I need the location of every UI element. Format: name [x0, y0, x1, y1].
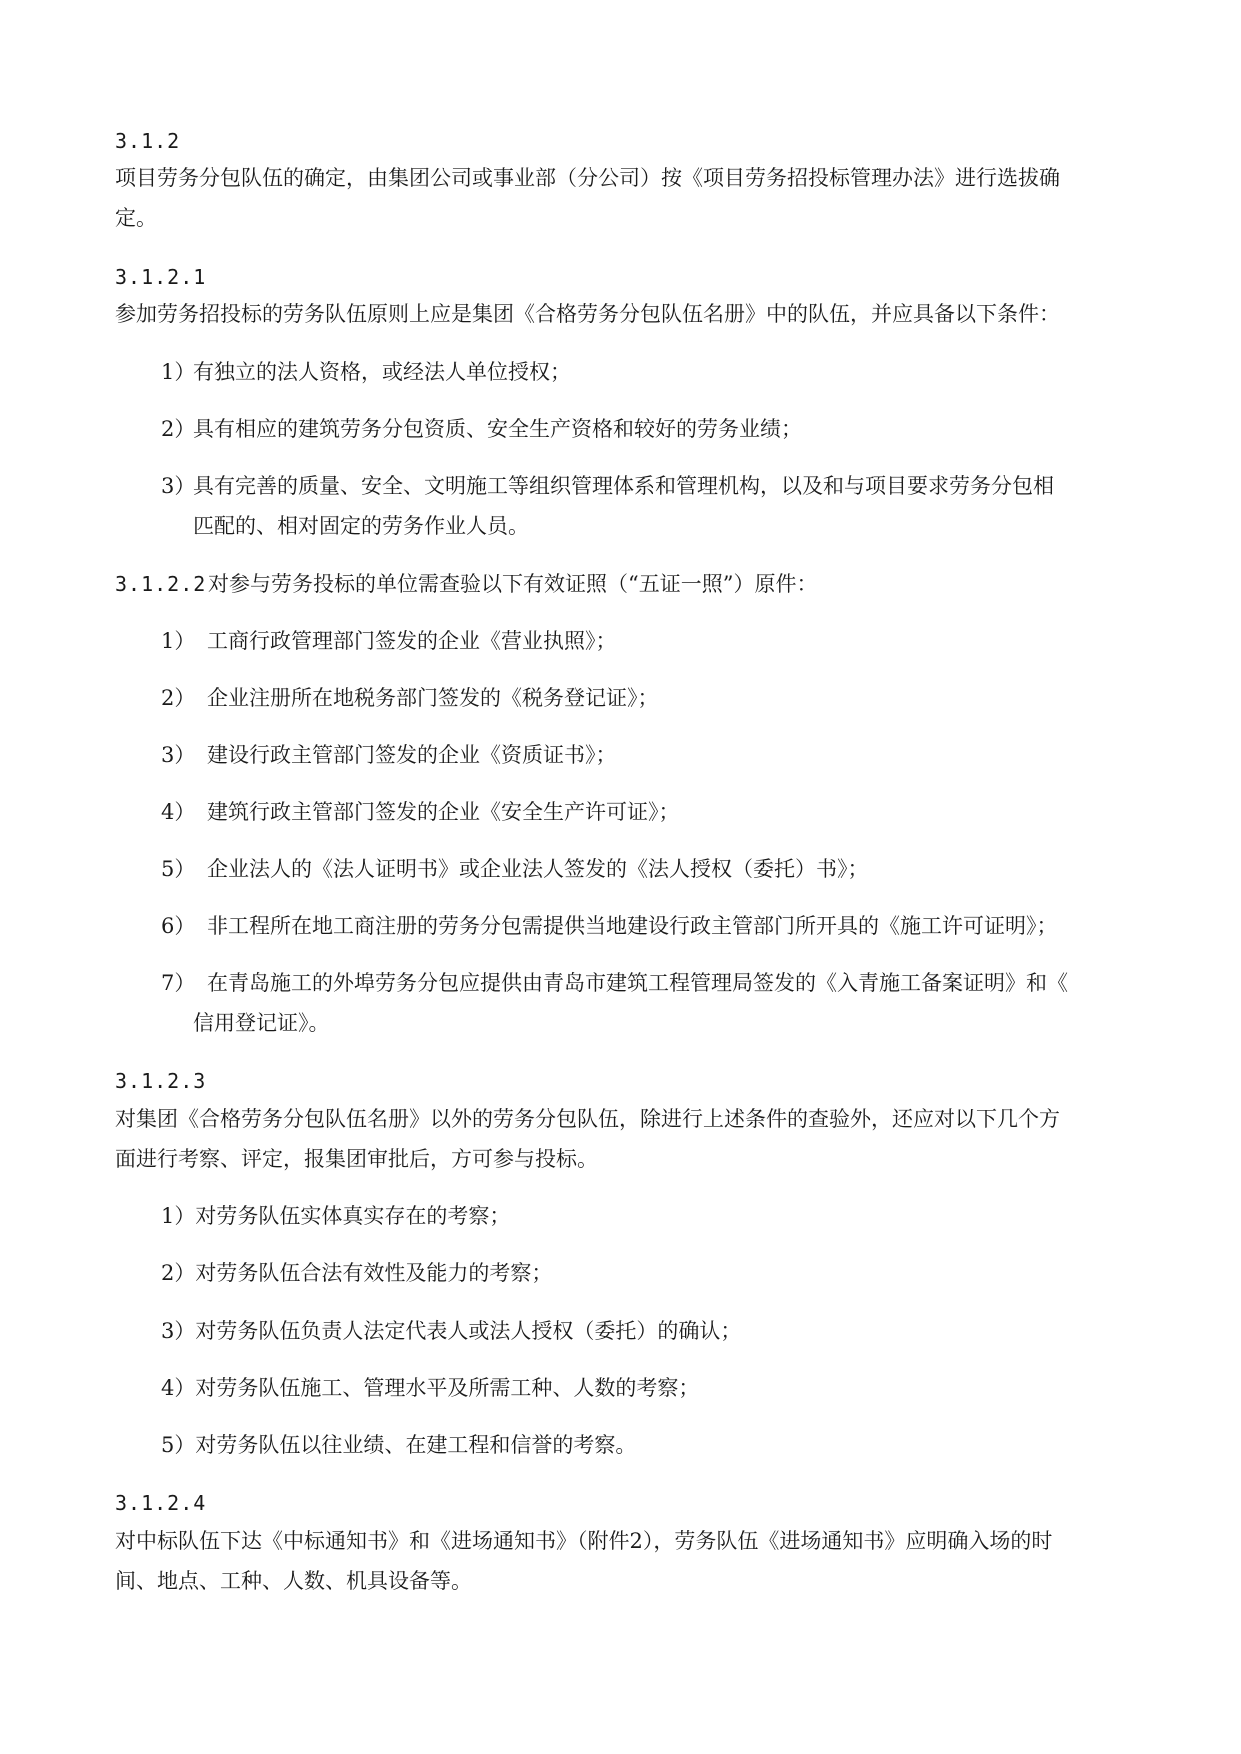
section-3-1-2-4-text-line-1: 对中标队伍下达《中标通知书》和《进场通知书》（附件2），劳务队伍《进场通知书》应明确入场的时 — [115, 1529, 1053, 1553]
list-item-number: 6） — [161, 914, 196, 938]
section-3-1-2-1-text: 参加劳务招投标的劳务队伍原则上应是集团《合格劳务分包队伍名册》中的队伍，并应具备以下条件： — [115, 302, 1060, 326]
list-item-text: 工商行政管理部门签发的企业《营业执照》； — [207, 629, 617, 653]
list-item: 4）对劳务队伍施工、管理水平及所需工种、人数的考察； — [161, 1376, 700, 1400]
section-3-1-2-text-line-2: 定。 — [115, 206, 157, 230]
list-item-number: 1） — [161, 360, 196, 384]
list-item: 5）对劳务队伍以往业绩、在建工程和信誉的考察。 — [161, 1433, 637, 1457]
list-item-text: 在青岛施工的外埠劳务分包应提供由青岛市建筑工程管理局签发的《入青施工备案证明》和《 — [207, 971, 1068, 995]
list-item-number: 2） — [161, 686, 196, 710]
list-item-number: 3） — [161, 474, 196, 498]
section-heading-3-1-2-2: 3.1.2.2 — [115, 572, 207, 596]
section-3-1-2-text-line-1: 项目劳务分包队伍的确定，由集团公司或事业部（分公司）按《项目劳务招投标管理办法》进行选拔确 — [115, 166, 1060, 190]
list-item-text: 建设行政主管部门签发的企业《资质证书》； — [207, 743, 617, 767]
list-item-number: 3） — [161, 743, 196, 767]
section-heading-3-1-2: 3.1.2 — [115, 129, 181, 153]
list-item-text-continued: 信用登记证》。 — [193, 1011, 330, 1035]
list-item-number: 5） — [161, 857, 196, 881]
section-3-1-2-2-text: 对参与劳务投标的单位需查验以下有效证照（“五证一照”）原件： — [208, 572, 818, 596]
section-3-1-2-4-text-line-2: 间、地点、工种、人数、机具设备等。 — [115, 1569, 472, 1593]
list-item-number: 1） — [161, 629, 196, 653]
list-item-number: 2） — [161, 417, 196, 441]
list-item-text: 具有相应的建筑劳务分包资质、安全生产资格和较好的劳务业绩； — [193, 417, 802, 441]
list-item-text: 企业注册所在地税务部门签发的《税务登记证》； — [207, 686, 659, 710]
section-heading-3-1-2-4: 3.1.2.4 — [115, 1491, 207, 1515]
list-item-text: 建筑行政主管部门签发的企业《安全生产许可证》； — [207, 800, 680, 824]
section-heading-3-1-2-1: 3.1.2.1 — [115, 265, 207, 289]
list-item-text: 有独立的法人资格，或经法人单位授权； — [193, 360, 571, 384]
list-item: 1）对劳务队伍实体真实存在的考察； — [161, 1204, 511, 1228]
list-item-text: 非工程所在地工商注册的劳务分包需提供当地建设行政主管部门所开具的《施工许可证明》； — [207, 914, 1058, 938]
list-item-number: 7） — [161, 971, 196, 995]
section-3-1-2-3-text-line-2: 面进行考察、评定，报集团审批后，方可参与投标。 — [115, 1147, 598, 1171]
section-3-1-2-3-text-line-1: 对集团《合格劳务分包队伍名册》以外的劳务分包队伍，除进行上述条件的查验外，还应对以下几个方 — [115, 1107, 1060, 1131]
list-item-text: 企业法人的《法人证明书》或企业法人签发的《法人授权（委托）书》； — [207, 857, 869, 881]
section-heading-3-1-2-3: 3.1.2.3 — [115, 1069, 207, 1093]
list-item-text: 具有完善的质量、安全、文明施工等组织管理体系和管理机构，以及和与项目要求劳务分包相 — [193, 474, 1054, 498]
list-item: 3）对劳务队伍负责人法定代表人或法人授权（委托）的确认； — [161, 1319, 742, 1343]
list-item-number: 4） — [161, 800, 196, 824]
list-item: 2）对劳务队伍合法有效性及能力的考察； — [161, 1261, 553, 1285]
list-item-text-continued: 匹配的、相对固定的劳务作业人员。 — [193, 514, 529, 538]
